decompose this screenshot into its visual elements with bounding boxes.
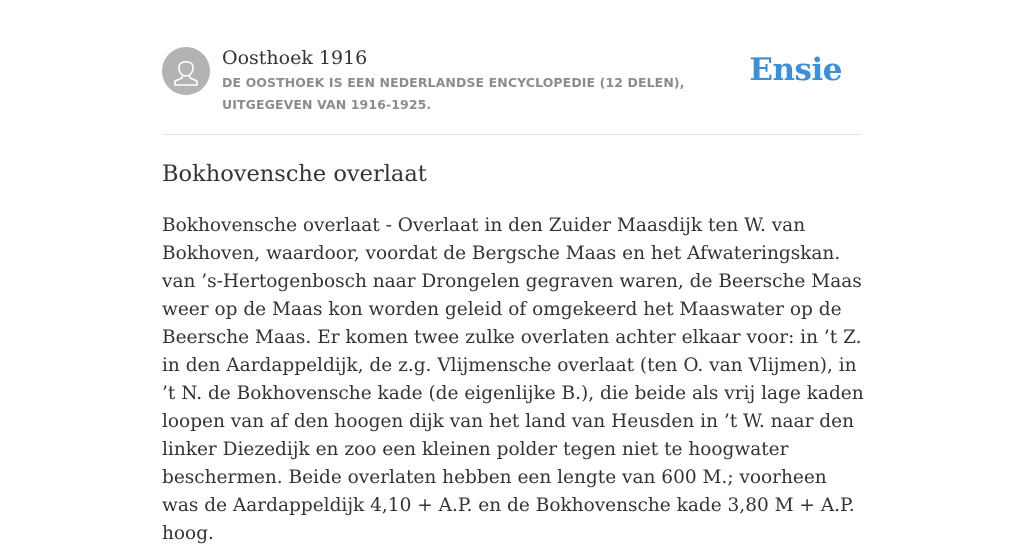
source-avatar[interactable]: [162, 47, 210, 95]
source-header: [162, 0, 862, 135]
page-container: [162, 0, 864, 544]
user-icon: [162, 47, 210, 95]
ensie-logo[interactable]: Ensie: [749, 52, 842, 88]
source-description: DE OOSTHOEK IS EEN NEDERLANDSE ENCYCLOPEDIE (12 DELEN), UITGEGEVEN VAN 1916-1925.: [222, 75, 685, 112]
article-title: Bokhovensche overlaat: [162, 161, 427, 187]
article-body: Bokhovensche overlaat - Overlaat in den Zuider Maasdijk ten W. van Bokhoven, waardoor, voordat de Bergsche Maas en het Afwateringskan. van ’s-Hertogenbosch naar Drongelen gegraven waren, de Beersche Maas weer op de Maas kon worden geleid of omgekeerd het Maaswater op de Beersche Maas. Er komen twee zulke overlaten achter elkaar voor: in ’t Z. in den Aardappeldijk, de z.g. Vlijmensche overlaat (ten O. van Vlijmen), in ’t N. de Bokhovensche kade (de eigenlijke B.), die beide als vrij lage kaden loopen van af den hoogen dijk van het land van Heusden in ’t W. naar den linker Diezedijk en zoo een kleinen polder tegen niet te hoogwater beschermen. Beide overlaten hebben een lengte van 600 M.; voorheen was de Aardappeldijk 4,10 + A.P. en de Bokhovensche kade 3,80 M + A.P. hoog.: [162, 215, 864, 544]
source-name[interactable]: Oosthoek 1916: [222, 47, 368, 69]
